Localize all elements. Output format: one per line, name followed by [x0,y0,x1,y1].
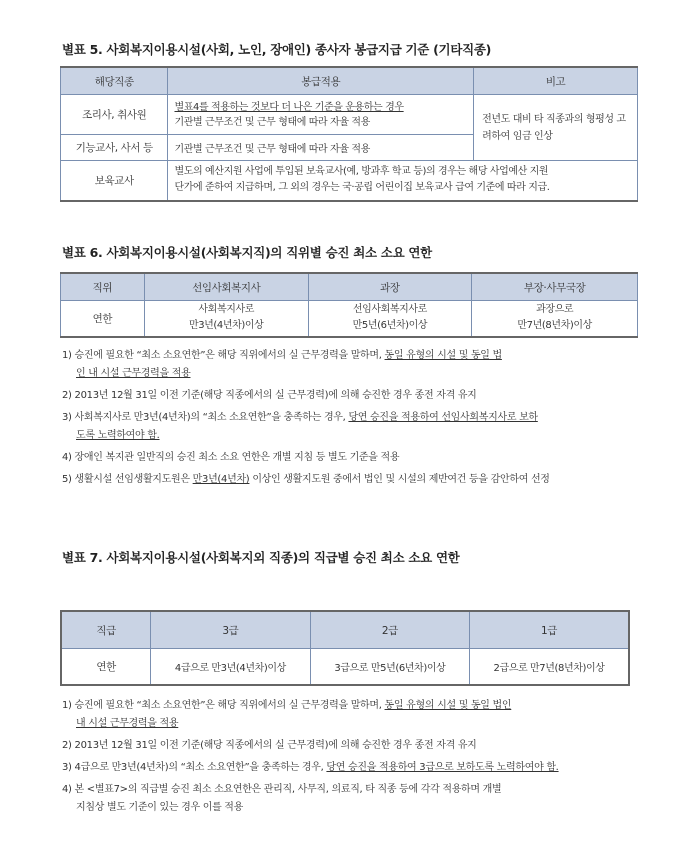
table5-header-note: 비고 [474,67,638,95]
note-text: 1) 승진에 필요한 “최소 소요연한”은 해당 직위에서의 실 근무경력을 말하며, [62,350,382,361]
table6-cell [472,301,638,337]
table6-row [61,301,638,337]
note-text: 3) 사회복지사로 만3년(4년차)의 “최소 소요연한”을 충족하는 경우, [62,412,346,423]
note-text: 1) 승진에 필요한 “최소 소요연한”은 해당 직위에서의 실 근무경력을 말하며, [62,700,382,711]
note-item [62,347,640,365]
table6-cell-line: 사회복지사로 [198,304,254,316]
table5-job-cell: 보육교사 [61,161,168,201]
table5-pay-line: 기관별 근무조건 및 근무 형태에 따라 자율 적용 [174,116,370,128]
table5-job-cell: 조리사, 취사원 [61,95,168,135]
table6-header-row [61,273,638,301]
table5-header-pay: 봉급적용 [168,67,474,95]
table6-title: 별표 6. 사회복지이용시설(사회복지직)의 직위별 승진 최소 소요 연한 [62,245,432,260]
table6-row-label: 연한 [61,301,145,337]
note-underlined: 만3년(4년차) [192,474,250,485]
table7-row [61,649,629,685]
table7-cell: 4급으로 만3년(4년차)이상 [151,649,310,685]
table6-header-senior: 선임사회복지사 [144,273,308,301]
table7-header-3: 3급 [151,611,310,649]
table5-pay-line: 단가에 준하여 지급하며, 그 외의 경우는 국·공립 어린이집 보육교사 급여 기준에 따라 지급. [174,182,550,194]
table7-header-grade: 직급 [61,611,151,649]
table7-title: 별표 7. 사회복지이용시설(사회복지외 직종)의 직급별 승진 최소 소요 연한 [62,550,460,565]
table6-cell-line: 선임사회복지사로 [352,304,427,316]
note-text: 3) 4급으로 만3년(4년차)의 “최소 소요연한”을 충족하는 경우, [62,762,324,773]
note-continuation [62,427,640,445]
note-item: 4) 본 <별표7>의 직급별 승진 최소 소요연한은 관리직, 사무직, 의료직, 타 직종 등에 각각 적용하며 개별 [62,784,502,795]
note-continuation [62,715,640,733]
table7-notes [62,697,640,817]
note-item [62,697,640,715]
note-underlined: 내 시설 근무경력을 적용 [76,718,179,729]
table6-notes [62,347,640,489]
note-underlined: 인 내 시설 근무경력을 적용 [76,368,191,379]
table6-cell-line: 만3년(4년차)이상 [188,320,264,332]
table7-header-1: 1급 [470,611,629,649]
table6-header-director: 부장·사무국장 [472,273,638,301]
table5-row [61,161,638,201]
table5-row [61,95,638,135]
note-item: 2) 2013년 12월 31일 이전 기준(해당 직종에서의 실 근무경력)에 의해 승진한 경우 종전 자격 유지 [62,390,477,401]
table6-header-position: 직위 [61,273,145,301]
note-underlined: 당연 승진을 적용하여 3급으로 보하도록 노력하여야 함. [326,762,559,773]
note-item: 4) 장애인 복지관 일반직의 승진 최소 소요 연한은 개별 지침 등 별도 기준을 적용 [62,452,400,463]
note-underlined: 동일 유형의 시설 및 동일 법인 [384,700,512,711]
table7-cell: 2급으로 만7년(8년차)이상 [470,649,629,685]
table7-row-label: 연한 [61,649,151,685]
table7-header-2: 2급 [310,611,469,649]
table7-header-row [61,611,629,649]
table6-cell-line: 만5년(6년차)이상 [352,320,428,332]
table5-header-row [61,67,638,95]
note-text: 5) 생활시설 선임생활지도원은 [62,474,190,485]
note-continuation [62,365,640,383]
table5-header-job: 해당직종 [61,67,168,95]
table5-job-cell: 기능교사, 사서 등 [61,135,168,161]
table5-note-cell: 전년도 대비 타 직종과의 형평성 고려하여 임금 인상 [474,95,638,161]
note-item [62,471,640,489]
table5 [60,66,638,202]
note-item: 2) 2013년 12월 31일 이전 기준(해당 직종에서의 실 근무경력)에 의해 승진한 경우 종전 자격 유지 [62,740,477,751]
note-item [62,409,640,427]
table5-title: 별표 5. 사회복지이용시설(사회, 노인, 장애인) 종사자 봉급지급 기준 (기타직종) [62,42,492,57]
table6-header-manager: 과장 [308,273,472,301]
table5-pay-line [174,100,467,115]
note-text: 이상인 생활지도원 중에서 법인 및 시설의 제반여건 등을 감안하여 선정 [252,474,550,485]
note-underlined: 도록 노력하여야 함. [76,430,160,441]
table7 [60,610,630,686]
note-continuation: 지침상 별도 기준이 있는 경우 이를 적용 [76,802,244,813]
table6-cell-line: 만7년(8년차)이상 [517,320,592,332]
table5-pay-line: 별도의 예산지원 사업에 투입된 보육교사(예, 방과후 학교 등)의 경우는 해당 사업예산 지원 [174,166,549,178]
table6-cell-line: 과장으로 [536,304,574,316]
table6-cell [144,301,308,337]
table6 [60,272,638,338]
note-item [62,759,640,777]
table6-cell [308,301,472,337]
table7-cell: 3급으로 만5년(6년차)이상 [310,649,469,685]
table5-pay-cell: 기관별 근무조건 및 근무 형태에 따라 자율 적용 [168,135,474,161]
table5-pay-line-underlined: 별표4를 적용하는 것보다 더 나은 기준을 운용하는 경우 [174,101,404,113]
note-underlined: 당연 승진을 적용하여 선임사회복지사로 보하 [348,412,538,423]
note-underlined: 동일 유형의 시설 및 동일 법 [384,350,502,361]
